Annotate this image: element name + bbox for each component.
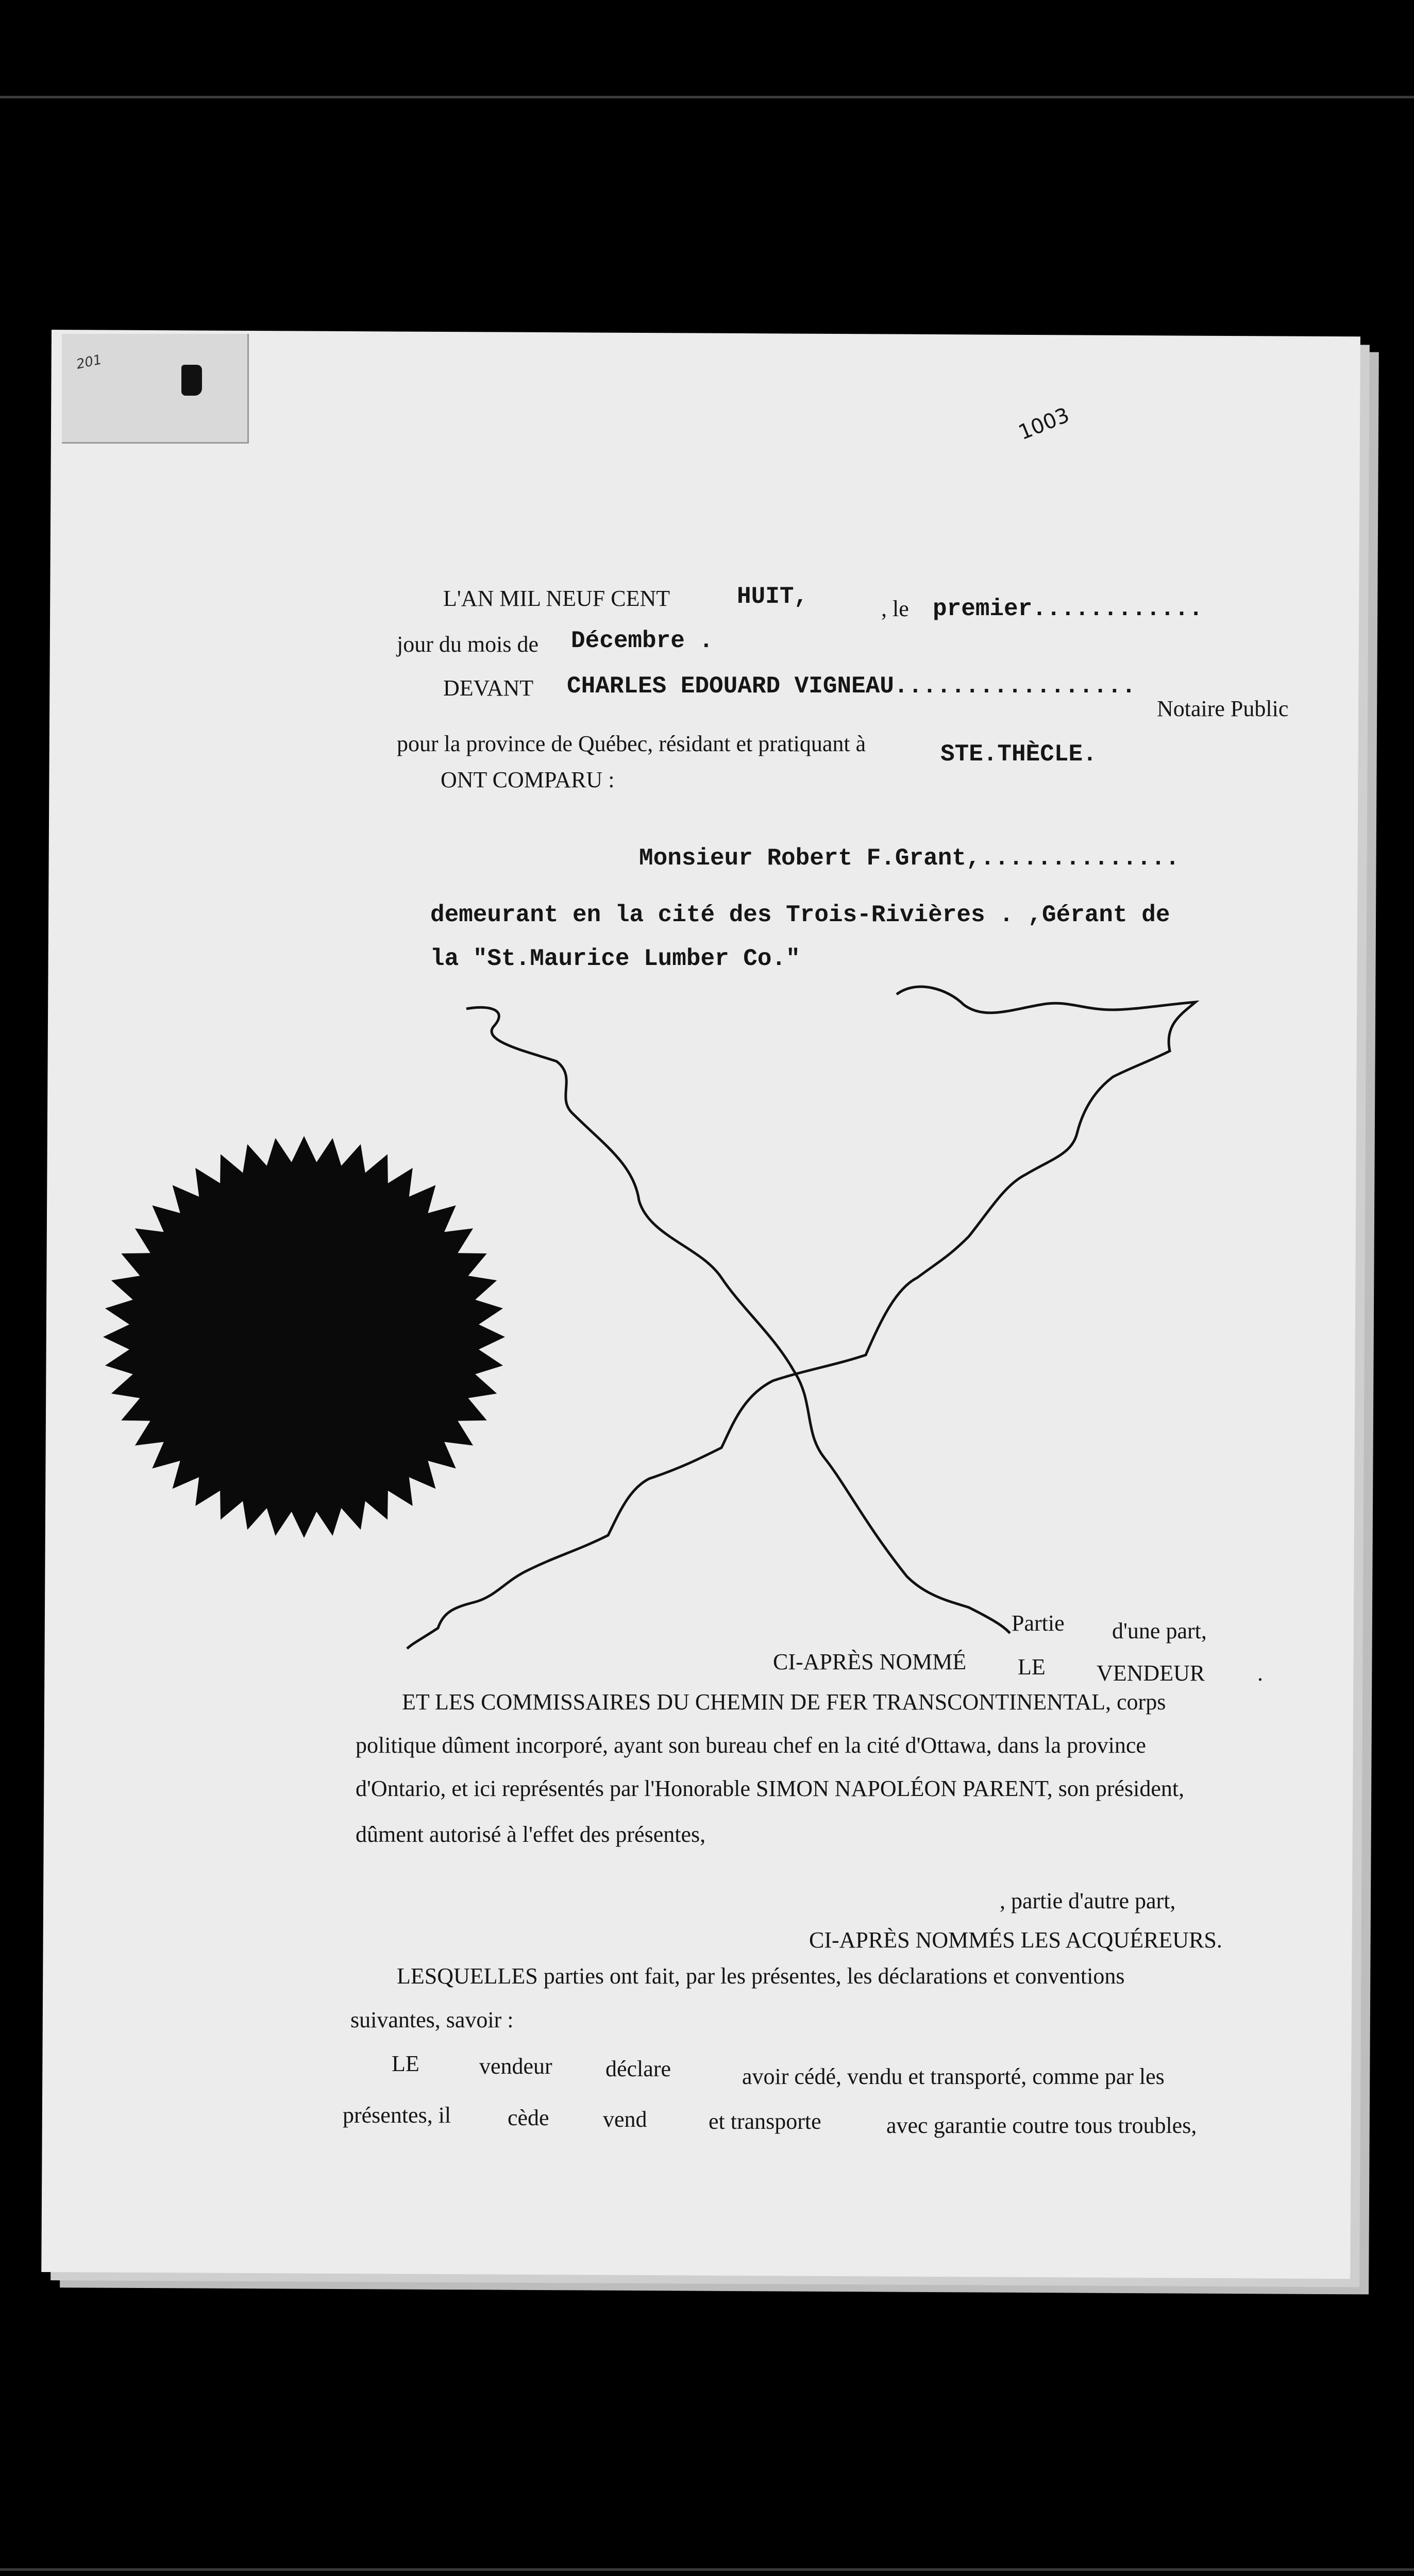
partie-label: Partie bbox=[1012, 1611, 1065, 1636]
notary-name: CHARLES EDOUARD VIGNEAU................. bbox=[567, 673, 1136, 700]
page-number-handwritten: 1003 bbox=[1015, 403, 1073, 445]
party1-company: la "St.Maurice Lumber Co." bbox=[430, 945, 800, 972]
commissaires-line-4: dûment autorisé à l'effet des présentes, bbox=[356, 1822, 706, 1847]
commissaires-line-2: politique dûment incorporé, ayant son bureau chef en la cité d'Ottawa, dans la province bbox=[356, 1733, 1146, 1758]
month-value: Décembre . bbox=[571, 628, 714, 654]
commissaires-line-1: ET LES COMMISSAIRES DU CHEMIN DE FER TRANSCONTINENTAL, corps bbox=[402, 1689, 1166, 1715]
party1-residence: demeurant en la cité des Trois-Rivières . ,Gérant de bbox=[430, 902, 1170, 928]
vendeur-word: VENDEUR bbox=[1097, 1660, 1205, 1686]
party1-name: Monsieur Robert F.Grant,.............. bbox=[639, 845, 1180, 872]
le-vendeur-word-2: vendeur bbox=[479, 2054, 552, 2079]
date-prefix: L'AN MIL NEUF CENT bbox=[443, 586, 670, 611]
devant-text: DEVANT bbox=[443, 675, 534, 701]
place-value: STE.THÈCLE. bbox=[940, 741, 1097, 768]
notaire-public: Notaire Public bbox=[1157, 696, 1289, 721]
crossout-stroke-1 bbox=[466, 1007, 1010, 1633]
presentes-word-1: présentes, il bbox=[343, 2103, 451, 2128]
lesquelles-line-1: LESQUELLES parties ont fait, par les présentes, les déclarations et conventions bbox=[397, 1963, 1125, 1989]
une-part: d'une part, bbox=[1112, 1618, 1207, 1643]
tab-number: 201 bbox=[75, 352, 104, 372]
ont-comparu: ONT COMPARU : bbox=[441, 767, 615, 792]
lesquelles-line-2: suivantes, savoir : bbox=[350, 2007, 514, 2032]
commissaires-line-3: d'Ontario, et ici représentés par l'Honorable SIMON NAPOLÉON PARENT, son président, bbox=[356, 1776, 1185, 1801]
vendeur-dot: . bbox=[1257, 1660, 1263, 1686]
le-vendeur-word-1: LE bbox=[392, 2051, 419, 2076]
crossout-stroke-2 bbox=[407, 987, 1196, 1649]
presentes-word-5: avec garantie coutre tous troubles, bbox=[886, 2113, 1197, 2138]
autre-part: , partie d'autre part, bbox=[1000, 1888, 1176, 1913]
acquereurs: CI-APRÈS NOMMÉS LES ACQUÉREURS. bbox=[809, 1927, 1222, 1953]
le-vendeur-word-4: avoir cédé, vendu et transporté, comme par les bbox=[742, 2064, 1165, 2089]
presentes-word-2: cède bbox=[508, 2105, 549, 2130]
le-text: , le bbox=[881, 596, 909, 621]
province-text: pour la province de Québec, résidant et pratiquant à bbox=[397, 731, 866, 756]
le-word: LE bbox=[1018, 1654, 1046, 1680]
notary-seal bbox=[103, 1136, 505, 1538]
le-vendeur-word-3: déclare bbox=[605, 2056, 671, 2081]
ci-apres-nomme: CI-APRÈS NOMMÉ bbox=[773, 1649, 967, 1674]
year-value: HUIT, bbox=[737, 583, 809, 610]
month-prefix: jour du mois de bbox=[397, 632, 538, 657]
day-value: premier............ bbox=[933, 596, 1203, 622]
presentes-word-4: et transporte bbox=[709, 2109, 821, 2134]
presentes-word-3: vend bbox=[603, 2107, 647, 2132]
